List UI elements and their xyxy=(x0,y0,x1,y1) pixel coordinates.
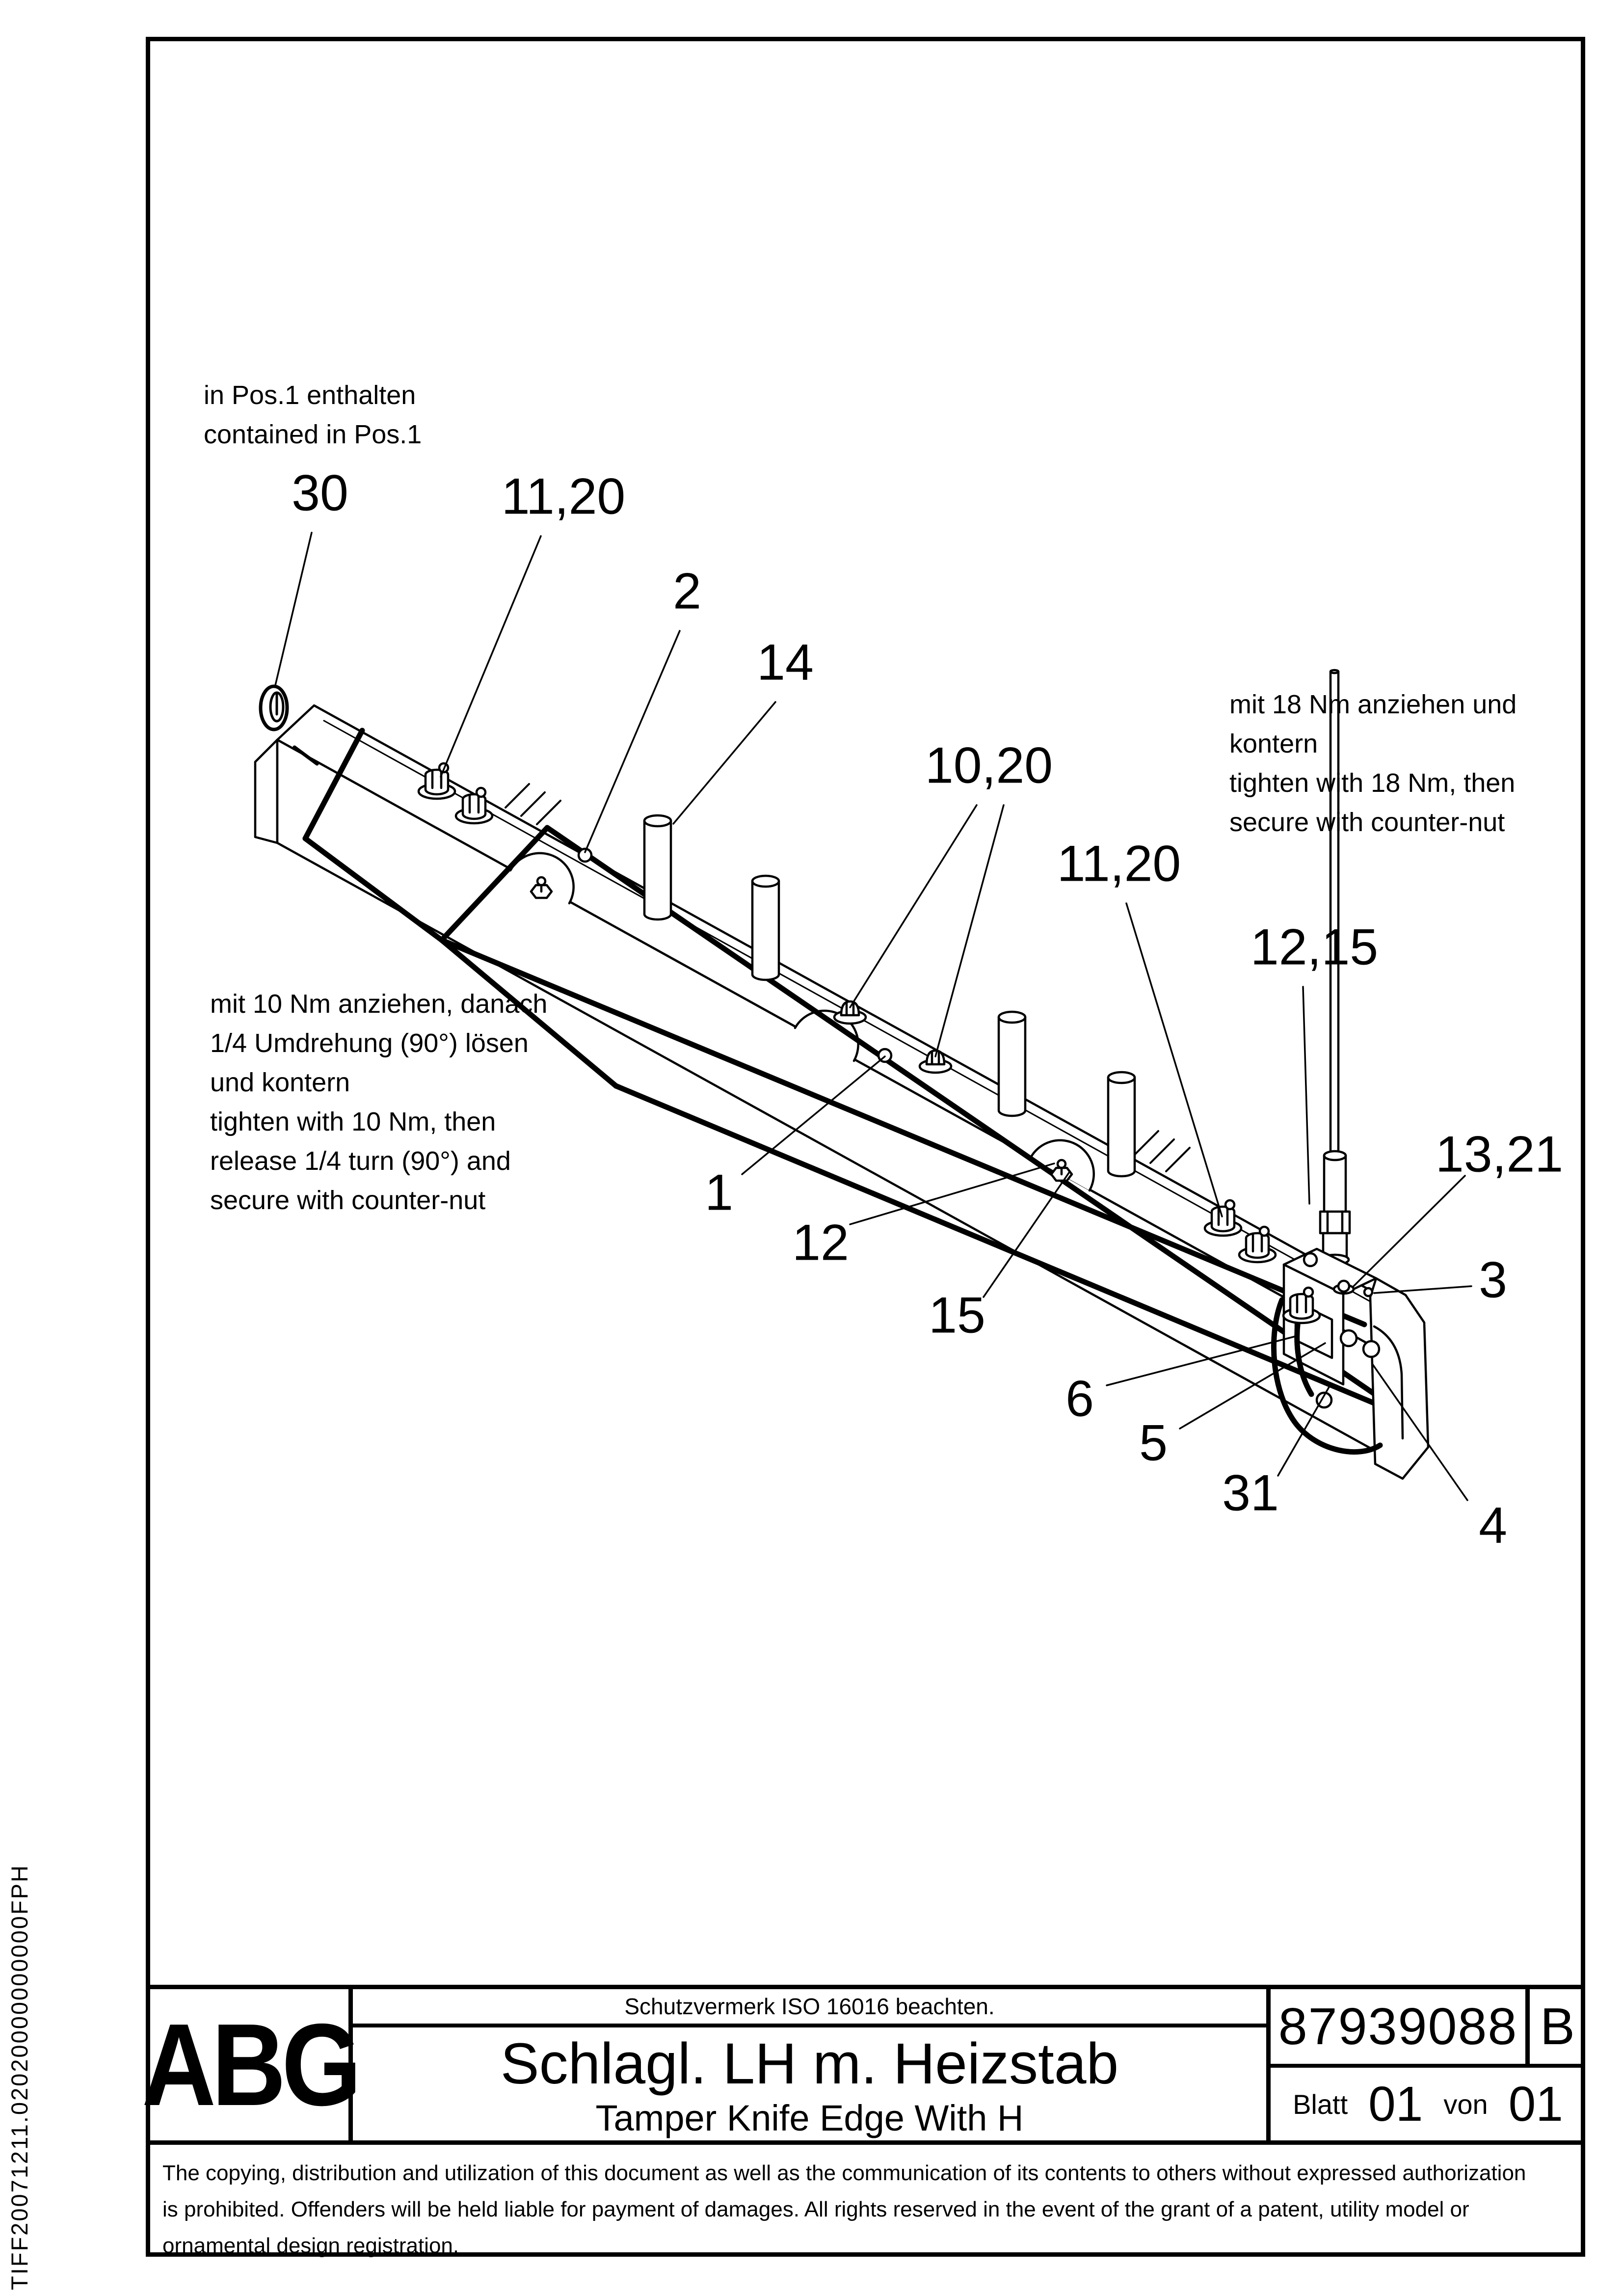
sheet-cell xyxy=(1271,2068,1585,2140)
titleblock-divider-revision xyxy=(1525,1985,1530,2068)
callout-label-5: 5 xyxy=(1139,1414,1168,1472)
protection-note-cell xyxy=(353,1989,1266,2024)
callout-label-11-20: 11,20 xyxy=(501,468,626,525)
callout-label-4: 4 xyxy=(1479,1497,1507,1554)
note-line: mit 10 Nm anziehen, danach xyxy=(210,989,548,1019)
revision-cell xyxy=(1530,1989,1585,2064)
document-number: 87939088 xyxy=(1278,1997,1518,2055)
disclaimer-line: is prohibited. Offenders will be held liable for payment of damages. All rights reserved in the event of the grant of a patent, utility model or xyxy=(162,2197,1469,2221)
note-line: tighten with 10 Nm, then xyxy=(210,1107,496,1136)
note-contained-in-pos1 xyxy=(204,376,422,454)
leader-line xyxy=(1303,987,1309,1204)
note-line: und kontern xyxy=(210,1068,350,1097)
leader-line xyxy=(275,533,312,687)
callout-label-10-20: 10,20 xyxy=(925,737,1053,794)
sheet-current: 01 xyxy=(1368,2076,1423,2132)
note-line: secure with counter-nut xyxy=(1229,808,1505,837)
sheet-label: Blatt xyxy=(1293,2088,1348,2120)
callout-label-12-15: 12,15 xyxy=(1250,918,1379,976)
note-line: secure with counter-nut xyxy=(210,1186,486,1215)
note-line: mit 18 Nm anziehen und xyxy=(1229,690,1517,719)
leader-line xyxy=(673,702,775,824)
protection-note: Schutzvermerk ISO 16016 beachten. xyxy=(624,1994,995,2019)
note-line: in Pos.1 enthalten xyxy=(204,380,416,410)
callout-label-15: 15 xyxy=(929,1287,985,1344)
drawing-title-english: Tamper Knife Edge With H xyxy=(595,2097,1024,2138)
callout-label-1: 1 xyxy=(705,1164,733,1221)
callout-label-31: 31 xyxy=(1222,1464,1279,1522)
note-torque-18nm xyxy=(1229,685,1517,842)
callout-label-30: 30 xyxy=(292,464,348,522)
copyright-disclaimer xyxy=(146,2140,1585,2257)
note-line: tighten with 18 Nm, then xyxy=(1229,768,1516,798)
drawing-title-german: Schlagl. LH m. Heizstab xyxy=(500,2031,1119,2096)
sheet-of-label: von xyxy=(1443,2088,1488,2120)
note-torque-10nm xyxy=(210,984,547,1220)
note-line: kontern xyxy=(1229,729,1318,758)
note-line: contained in Pos.1 xyxy=(204,420,422,449)
callout-label-11-20: 11,20 xyxy=(1057,835,1181,892)
callout-label-3: 3 xyxy=(1479,1251,1507,1309)
note-line: 1/4 Umdrehung (90°) lösen xyxy=(210,1028,529,1058)
leader-line xyxy=(441,536,541,777)
titleblock-top-line xyxy=(146,1985,1585,1989)
callout-label-6: 6 xyxy=(1065,1370,1094,1428)
titleblock-divider-protection xyxy=(348,2024,1271,2027)
disclaimer-line: ornamental design registration. xyxy=(162,2234,459,2258)
sheet-total: 01 xyxy=(1508,2076,1563,2132)
leader-line xyxy=(1353,1176,1465,1287)
leader-line xyxy=(935,805,1004,1056)
callout-label-12: 12 xyxy=(792,1214,849,1271)
note-line: release 1/4 turn (90°) and xyxy=(210,1146,511,1176)
titleblock-divider-sheet xyxy=(1266,2064,1585,2068)
title-de-cell xyxy=(353,2027,1266,2100)
logo-cell xyxy=(141,1989,357,2140)
revision-letter: B xyxy=(1540,1997,1575,2055)
vertical-file-code: TIFF20071211.02020000000000FPH xyxy=(6,1864,32,2290)
snap-ring xyxy=(261,686,287,729)
document-number-cell xyxy=(1271,1989,1525,2064)
callout-label-14: 14 xyxy=(757,634,814,691)
callout-label-13-21: 13,21 xyxy=(1435,1126,1564,1183)
title-en-cell xyxy=(353,2095,1266,2140)
callout-label-2: 2 xyxy=(673,563,701,620)
disclaimer-line: The copying, distribution and utilization of this document as well as the communication of its contents to others without expressed authorization xyxy=(162,2161,1526,2185)
abg-logo: ABG xyxy=(141,1999,357,2130)
